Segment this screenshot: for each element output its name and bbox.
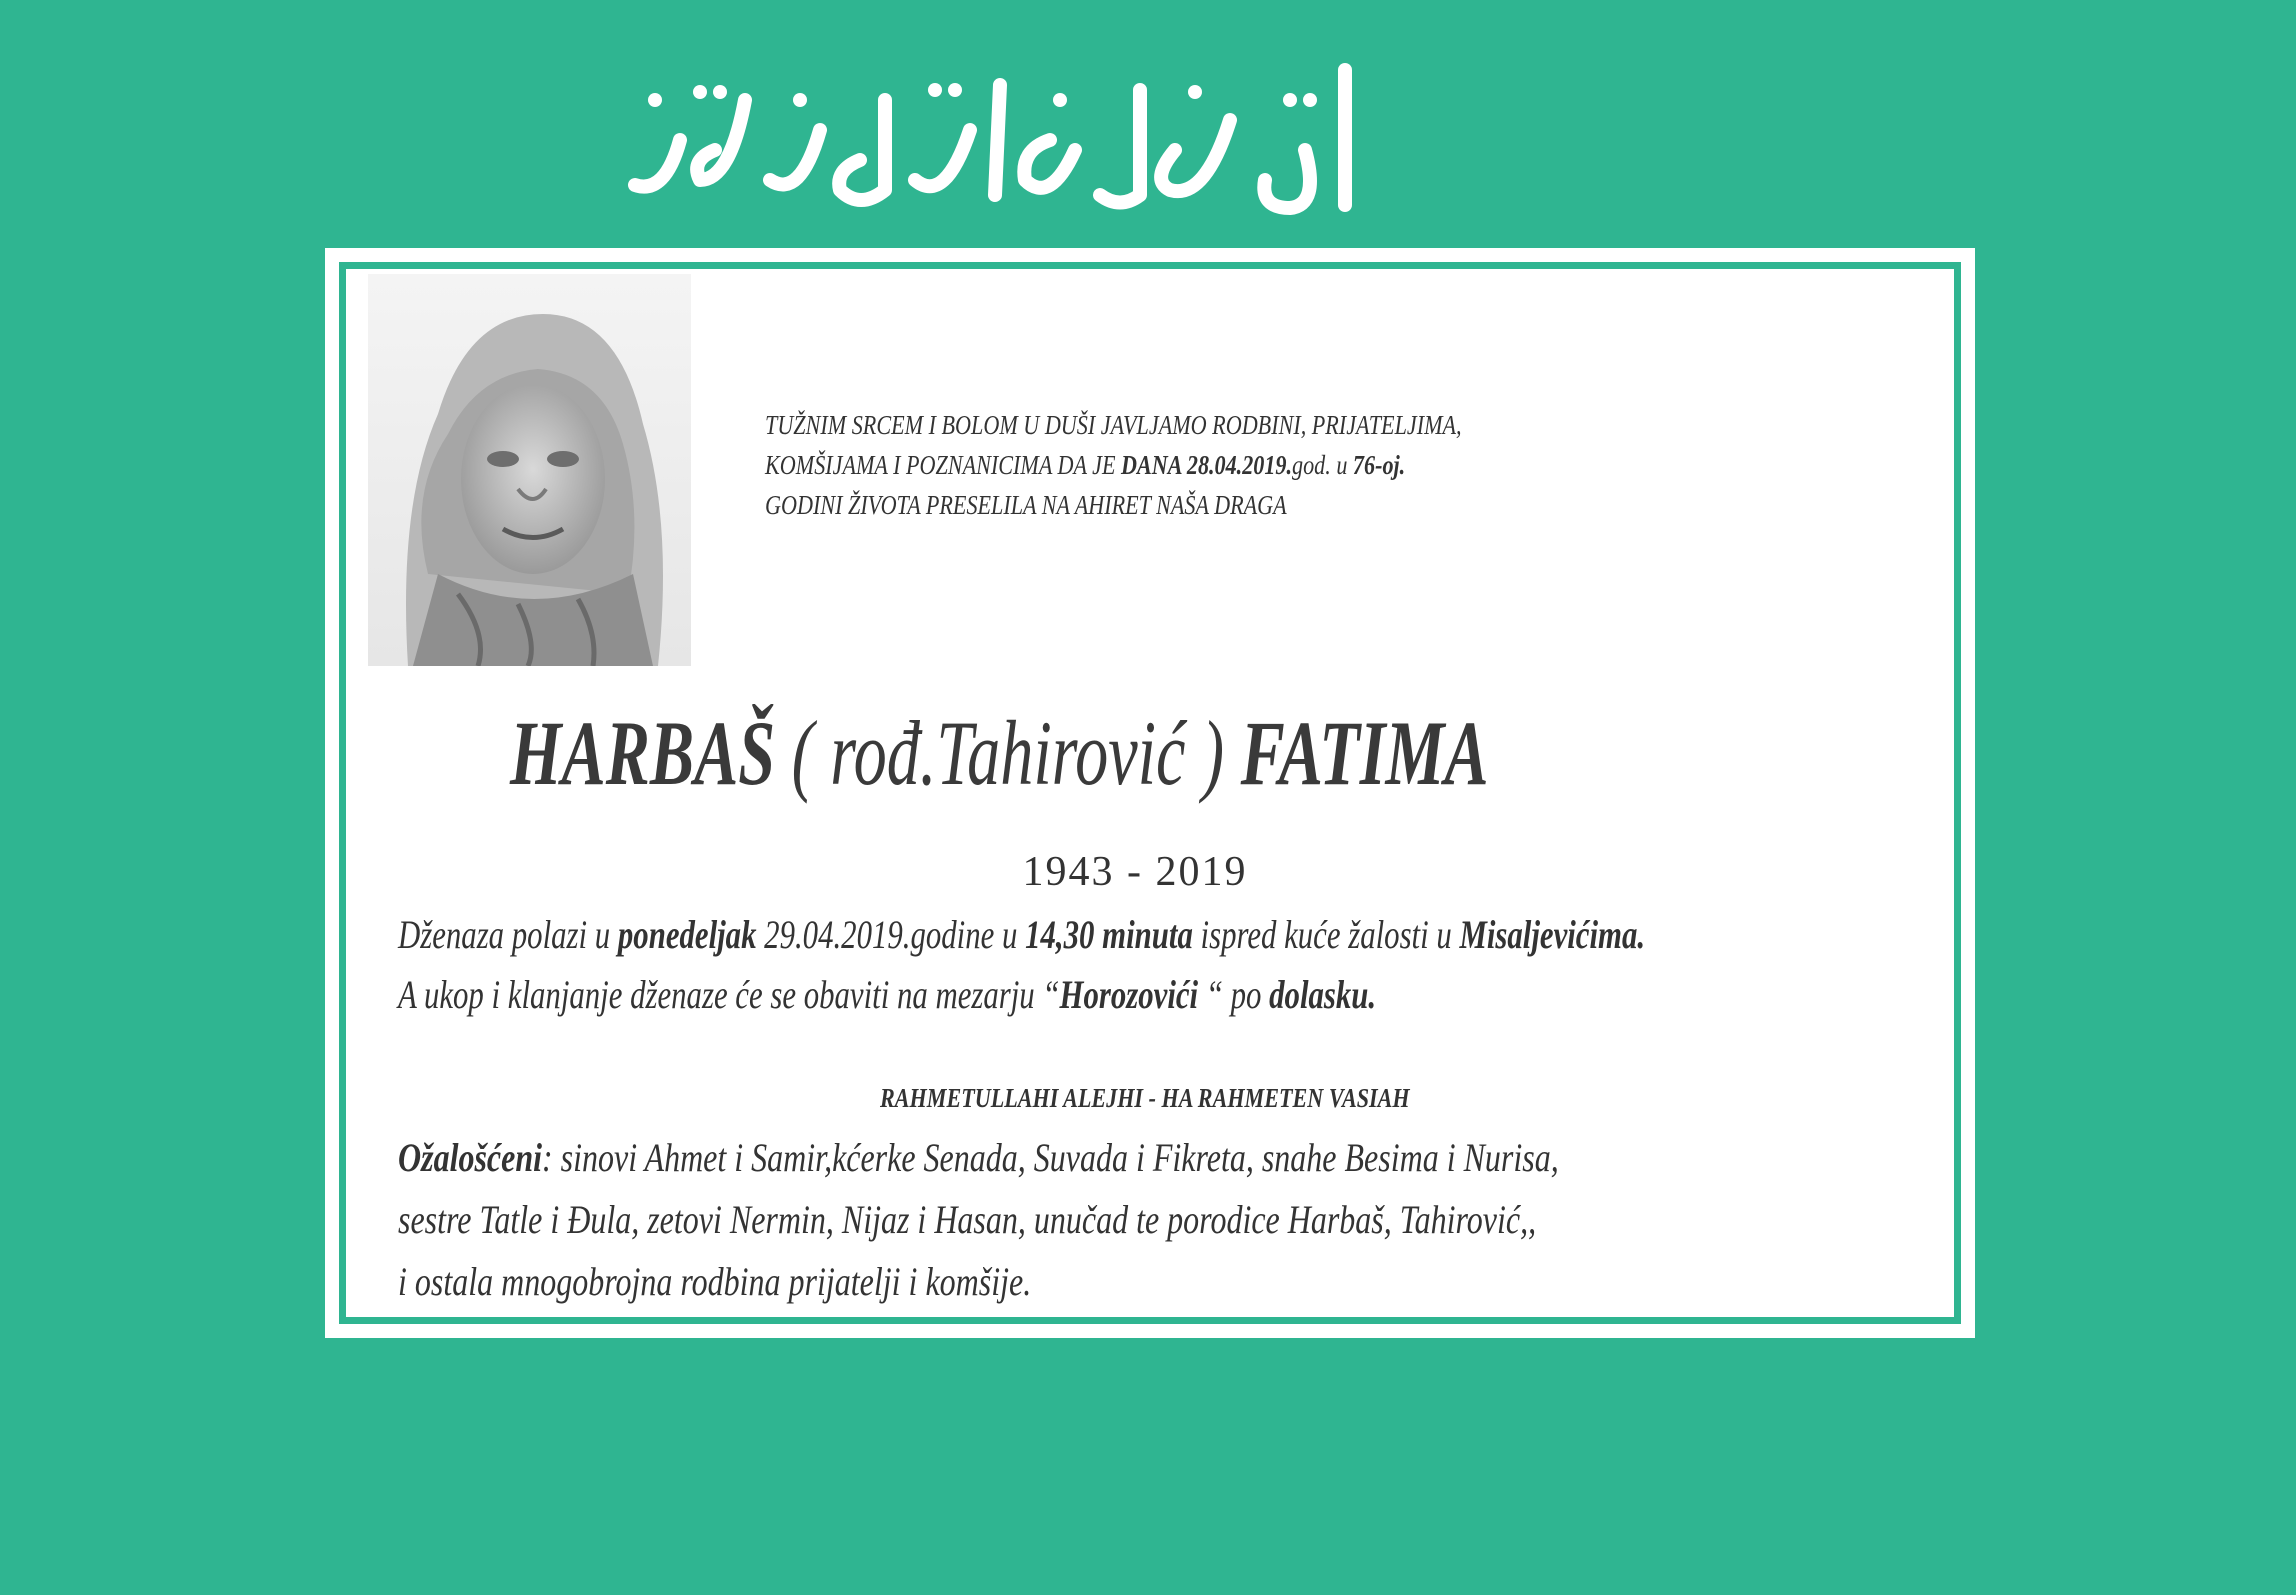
mourners-line-3: i ostala mnogobrojna rodbina prijatelji i komšije. bbox=[398, 1259, 1032, 1304]
mourners-line-1: Ožalošćeni: sinovi Ahmet i Samir,kćerke Senada, Suvada i Fikreta, snahe Besima i Nurisa, bbox=[398, 1135, 1559, 1180]
prayer-line: RAHMETULLAHI ALEJHI - HA RAHMETEN VASIAH bbox=[880, 1083, 1410, 1113]
funeral-details bbox=[398, 905, 1861, 1025]
funeral-line-2: A ukop i klanjanje dženaze će se obaviti na mezarju “Horozovići “ po dolasku. bbox=[398, 972, 1377, 1017]
surname: HARBAŠ bbox=[510, 702, 776, 804]
mourners-list bbox=[398, 1127, 1918, 1313]
mourners-line-2: sestre Tatle i Đula, zetovi Nermin, Nijaz i Hasan, unučad te porodice Harbaš, Tahirović,, bbox=[398, 1197, 1537, 1242]
maiden-name: ( rođ.Tahirović ) bbox=[791, 702, 1225, 804]
intro-line-1: TUŽNIM SRCEM I BOLOM U DUŠI JAVLJAMO RODBINI, PRIJATELJIMA, bbox=[765, 410, 1462, 440]
intro-line-2: KOMŠIJAMA I POZNANICIMA DA JE DANA 28.04.2019.god. u 76-oj. bbox=[765, 450, 1406, 480]
deceased-portrait-photo bbox=[368, 274, 691, 666]
announcement-intro bbox=[765, 405, 1503, 525]
deceased-name bbox=[510, 700, 1489, 806]
arabic-calligraphy-title bbox=[0, 30, 2296, 230]
intro-line-3: GODINI ŽIVOTA PRESELILA NA AHIRET NAŠA DRAGA bbox=[765, 490, 1287, 520]
mourners-label: Ožalošćeni bbox=[398, 1135, 542, 1180]
funeral-line-1: Dženaza polazi u ponedeljak 29.04.2019.godine u 14,30 minuta ispred kuće žalosti u Misaljevićima. bbox=[398, 912, 1646, 957]
first-name: FATIMA bbox=[1240, 702, 1489, 804]
life-years: 1943 - 2019 bbox=[1022, 849, 1248, 895]
